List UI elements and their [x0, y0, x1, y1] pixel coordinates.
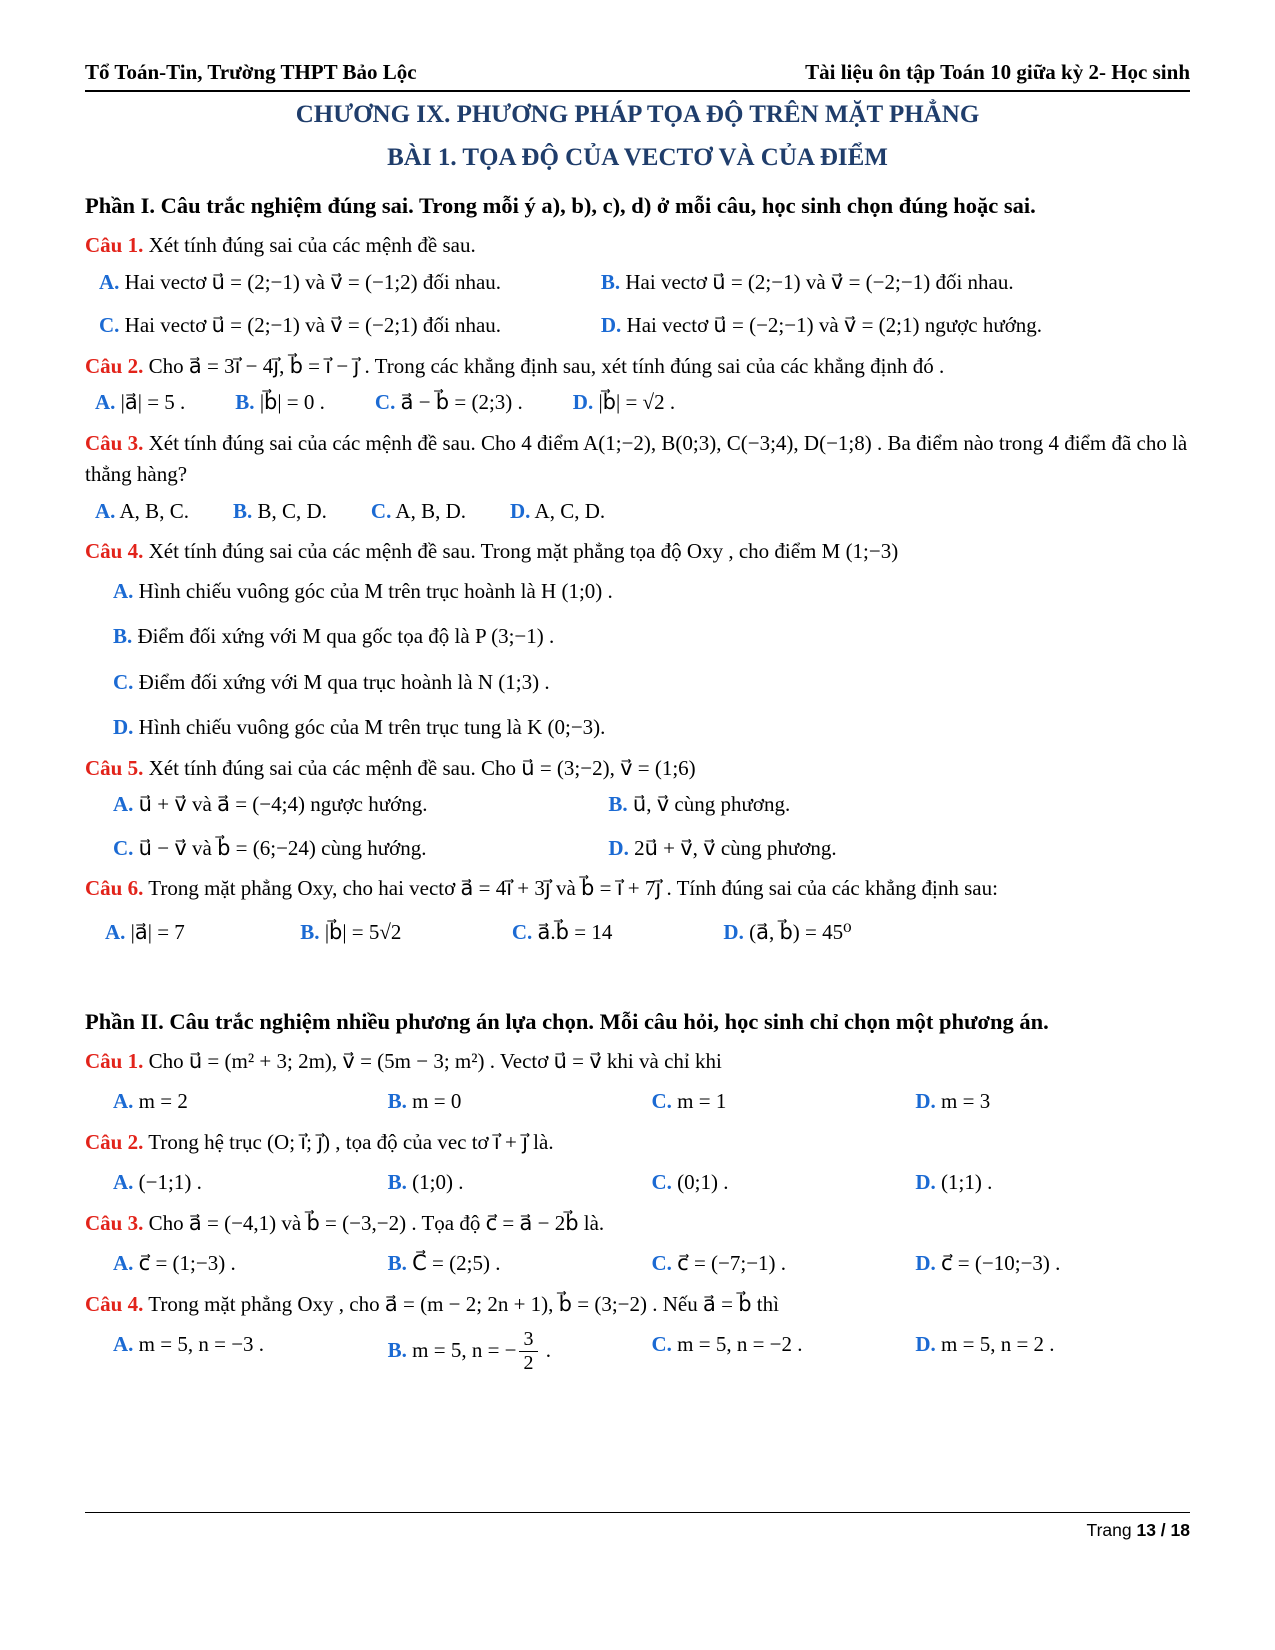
option-letter: B. — [113, 624, 133, 649]
option-letter: C. — [651, 1169, 672, 1194]
option-b — [388, 1329, 652, 1375]
option-c — [651, 1167, 915, 1199]
option-text: a⃗ − b⃗ = (2;3) . — [400, 390, 523, 415]
option-c — [371, 496, 466, 528]
option-letter: C. — [113, 835, 134, 860]
option-d — [608, 833, 1190, 865]
option-letter: B. — [232, 498, 253, 523]
option-text: |a⃗| = 7 — [130, 919, 185, 944]
part1-q2-options — [85, 387, 1190, 419]
part1-q4-options — [85, 576, 1190, 744]
option-text: |b⃗| = 0 . — [259, 390, 325, 415]
question-label: Câu 2. — [85, 1130, 144, 1155]
option-a — [113, 1086, 388, 1118]
option-letter: C. — [651, 1331, 672, 1356]
option-a — [99, 267, 601, 299]
option-letter: D. — [915, 1088, 936, 1113]
header-left-text: Tổ Toán-Tin, Trường THPT Bảo Lộc — [85, 60, 417, 84]
option-text: c⃗ = (−10;−3) . — [941, 1250, 1061, 1275]
option-text: |a⃗| = 5 . — [120, 390, 186, 415]
option-letter: A. — [113, 1331, 134, 1356]
option-text: A, C, D. — [534, 498, 606, 523]
question-text: Trong mặt phẳng Oxy , cho a⃗ = (m − 2; 2n + 1), b⃗ = (3;−2) . Nếu a⃗ = b⃗ thì — [148, 1292, 779, 1317]
part1-q6-options — [85, 917, 1190, 949]
option-c — [651, 1329, 915, 1375]
option-letter: B. — [300, 919, 320, 944]
option-letter: C. — [370, 498, 392, 523]
question-label: Câu 6. — [85, 876, 144, 901]
question-label: Câu 4. — [85, 1292, 144, 1317]
option-text: 2u⃗ + v⃗, v⃗ cùng phương. — [634, 835, 837, 860]
option-letter: A. — [113, 1169, 134, 1194]
option-letter: C. — [374, 390, 396, 415]
option-d — [915, 1167, 1190, 1199]
option-c — [375, 387, 523, 419]
part2-q1-options — [85, 1086, 1190, 1118]
option-letter: C. — [651, 1250, 672, 1275]
option-c — [113, 667, 1190, 699]
option-b — [608, 789, 1190, 821]
option-letter: C. — [511, 919, 533, 944]
question-text: Cho u⃗ = (m² + 3; 2m), v⃗ = (5m − 3; m²) . Vectơ u⃗ = v⃗ khi và chỉ khi — [148, 1049, 722, 1074]
part1-heading: Phần I. Câu trắc nghiệm đúng sai. Trong mỗi ý a), b), c), d) ở mỗi câu, học sinh chọn đúng hoặc sai. — [85, 193, 1036, 218]
option-text: Hai vectơ u⃗ = (2;−1) và v⃗ = (−2;1) đối nhau. — [124, 313, 502, 338]
option-text: m = 3 — [941, 1088, 991, 1113]
option-text: (a⃗, b⃗) = 45⁰ — [749, 919, 852, 944]
question-text: Xét tính đúng sai của các mệnh đề sau. — [148, 233, 476, 258]
part1-q5-options — [85, 789, 1190, 864]
option-letter: B. — [387, 1169, 407, 1194]
question-text: Xét tính đúng sai của các mệnh đề sau. Cho 4 điểm A(1;−2), B(0;3), C(−3;4), D(−1;8) . Ba điểm nào trong 4 điểm đã cho là thẳng hàng? — [85, 430, 1188, 487]
option-b — [233, 496, 327, 528]
part1-q1-options — [85, 267, 1190, 342]
option-a — [95, 387, 185, 419]
option-d — [915, 1248, 1190, 1280]
option-letter: A. — [113, 1088, 134, 1113]
option-b — [388, 1167, 652, 1199]
option-letter: C. — [113, 669, 134, 694]
option-text: (0;1) . — [677, 1169, 729, 1194]
option-a — [113, 576, 1190, 608]
option-letter: D. — [510, 498, 531, 523]
option-letter: B. — [387, 1250, 407, 1275]
option-b — [235, 387, 325, 419]
option-text: c⃗ = (1;−3) . — [138, 1250, 236, 1275]
option-a — [113, 1248, 388, 1280]
option-text: A, B, C. — [119, 498, 189, 523]
option-letter: D. — [600, 313, 622, 338]
option-letter: D. — [572, 390, 594, 415]
option-letter: D. — [915, 1250, 936, 1275]
option-letter: D. — [113, 715, 134, 740]
option-b — [388, 1248, 652, 1280]
option-letter: B. — [600, 269, 621, 294]
question-label: Câu 5. — [85, 755, 144, 780]
option-d — [510, 496, 605, 528]
option-letter: C. — [651, 1088, 672, 1113]
option-a — [105, 917, 300, 949]
option-letter: A. — [113, 792, 134, 817]
option-text: (−1;1) . — [138, 1169, 202, 1194]
page-footer — [85, 1512, 1190, 1541]
part2-question-4 — [85, 1289, 1190, 1321]
option-b — [113, 621, 1190, 653]
option-letter: C. — [99, 313, 120, 338]
question-text: Trong mặt phẳng Oxy, cho hai vectơ a⃗ = 4i⃗ + 3j⃗ và b⃗ = i⃗ + 7j⃗ . Tính đúng sai của các khẳng định sau: — [148, 876, 998, 901]
option-b — [601, 267, 1190, 299]
option-d — [915, 1329, 1190, 1375]
option-text: Điểm đối xứng với M qua trục hoành là N (1;3) . — [138, 669, 550, 694]
option-text: Hình chiếu vuông góc của M trên trục hoành là H (1;0) . — [138, 578, 613, 603]
part2-question-3 — [85, 1208, 1190, 1240]
question-label: Câu 3. — [85, 430, 144, 455]
option-text: m = 5, n = − — [412, 1337, 517, 1362]
page-number: 13 / 18 — [1136, 1520, 1190, 1540]
option-a — [113, 1329, 388, 1375]
option-text: u⃗ + v⃗ và a⃗ = (−4;4) ngược hướng. — [138, 792, 428, 817]
footer-label: Trang — [1086, 1520, 1137, 1540]
part1-question-2 — [85, 351, 1190, 383]
part1-question-6 — [85, 873, 1190, 905]
fraction-denominator: 2 — [523, 1352, 534, 1375]
part2-q3-options — [85, 1248, 1190, 1280]
option-b — [388, 1086, 652, 1118]
option-text-suffix: . — [545, 1337, 551, 1362]
option-a — [95, 496, 189, 528]
option-letter: A. — [99, 269, 120, 294]
fraction — [519, 1329, 539, 1375]
option-text: m = 5, n = 2 . — [941, 1331, 1055, 1356]
option-text: B, C, D. — [257, 498, 327, 523]
option-text: u⃗ − v⃗ và b⃗ = (6;−24) cùng hướng. — [138, 835, 427, 860]
question-label: Câu 4. — [85, 539, 144, 564]
option-d — [113, 712, 1190, 744]
part2-question-2 — [85, 1127, 1190, 1159]
option-letter: B. — [387, 1337, 407, 1362]
part2-question-1 — [85, 1046, 1190, 1078]
option-letter: D. — [608, 835, 629, 860]
option-text: m = 5, n = −2 . — [677, 1331, 803, 1356]
document-header — [85, 60, 1190, 92]
option-letter: B. — [387, 1088, 407, 1113]
option-c — [99, 310, 601, 342]
question-label: Câu 1. — [85, 233, 144, 258]
part1-q3-options — [85, 496, 1190, 528]
option-text: m = 0 — [412, 1088, 462, 1113]
option-text: m = 2 — [138, 1088, 188, 1113]
part2-heading: Phần II. Câu trắc nghiệm nhiều phương án lựa chọn. Mỗi câu hỏi, học sinh chỉ chọn một phương án. — [85, 1009, 1049, 1035]
option-text: C⃗ = (2;5) . — [412, 1250, 501, 1275]
option-d — [723, 917, 1190, 949]
option-text: A, B, D. — [395, 498, 467, 523]
option-d — [601, 310, 1190, 342]
option-text: m = 1 — [677, 1088, 727, 1113]
part2-q2-options — [85, 1167, 1190, 1199]
option-text: |b⃗| = 5√2 — [324, 919, 402, 944]
option-a — [113, 1167, 388, 1199]
option-text: (1;1) . — [941, 1169, 993, 1194]
option-c — [651, 1248, 915, 1280]
option-letter: B. — [235, 390, 255, 415]
option-text: c⃗ = (−7;−1) . — [677, 1250, 787, 1275]
question-text: Cho a⃗ = (−4,1) và b⃗ = (−3,−2) . Tọa độ c⃗ = a⃗ − 2b⃗ là. — [148, 1211, 605, 1236]
chapter-title: CHƯƠNG IX. PHƯƠNG PHÁP TỌA ĐỘ TRÊN MẶT PHẲNG — [295, 101, 980, 128]
option-letter: A. — [113, 578, 134, 603]
option-letter: B. — [608, 792, 628, 817]
question-text: Trong hệ trục (O; i⃗; j⃗) , tọa độ của vec tơ i⃗ + j⃗ là. — [148, 1130, 554, 1155]
option-letter: D. — [915, 1331, 936, 1356]
option-text: |b⃗| = √2 . — [598, 390, 676, 415]
option-text: Hai vectơ u⃗ = (2;−1) và v⃗ = (−1;2) đối nhau. — [124, 269, 502, 294]
question-label: Câu 3. — [85, 1211, 144, 1236]
option-c — [651, 1086, 915, 1118]
question-label: Câu 2. — [85, 353, 144, 378]
option-b — [300, 917, 512, 949]
option-c — [113, 833, 608, 865]
option-d — [573, 387, 675, 419]
option-letter: A. — [105, 919, 126, 944]
option-letter: A. — [113, 1250, 134, 1275]
part2-q4-options — [85, 1329, 1190, 1375]
option-letter: A. — [95, 390, 116, 415]
option-text: Hai vectơ u⃗ = (2;−1) và v⃗ = (−2;−1) đối nhau. — [625, 269, 1014, 294]
part1-question-5 — [85, 753, 1190, 785]
part1-question-1 — [85, 230, 1190, 262]
option-text: m = 5, n = −3 . — [138, 1331, 265, 1356]
option-letter: A. — [95, 498, 116, 523]
header-right-text: Tài liệu ôn tập Toán 10 giữa kỳ 2- Học sinh — [805, 60, 1190, 84]
question-text: Xét tính đúng sai của các mệnh đề sau. Trong mặt phẳng tọa độ Oxy , cho điểm M (1;−3) — [148, 539, 899, 564]
option-letter: D. — [915, 1169, 936, 1194]
fraction-numerator: 3 — [519, 1329, 539, 1353]
option-text: Điểm đối xứng với M qua gốc tọa độ là P (3;−1) . — [137, 624, 555, 649]
part1-question-4 — [85, 536, 1190, 568]
option-letter: D. — [723, 919, 744, 944]
part1-question-3 — [85, 428, 1190, 491]
question-text: Xét tính đúng sai của các mệnh đề sau. Cho u⃗ = (3;−2), v⃗ = (1;6) — [148, 755, 696, 780]
question-label: Câu 1. — [85, 1049, 144, 1074]
option-text: u⃗, v⃗ cùng phương. — [632, 792, 791, 817]
option-text: Hình chiếu vuông góc của M trên trục tung là K (0;−3). — [138, 715, 606, 740]
lesson-title: BÀI 1. TỌA ĐỘ CỦA VECTƠ VÀ CỦA ĐIỂM — [387, 144, 888, 171]
option-c — [512, 917, 724, 949]
option-d — [915, 1086, 1190, 1118]
option-text: (1;0) . — [412, 1169, 464, 1194]
option-text: a⃗.b⃗ = 14 — [537, 919, 613, 944]
option-text: Hai vectơ u⃗ = (−2;−1) và v⃗ = (2;1) ngược hướng. — [626, 313, 1043, 338]
option-a — [113, 789, 608, 821]
question-text: Cho a⃗ = 3i⃗ − 4j⃗, b⃗ = i⃗ − j⃗ . Trong các khẳng định sau, xét tính đúng sai của các khẳng định đó . — [148, 353, 945, 378]
